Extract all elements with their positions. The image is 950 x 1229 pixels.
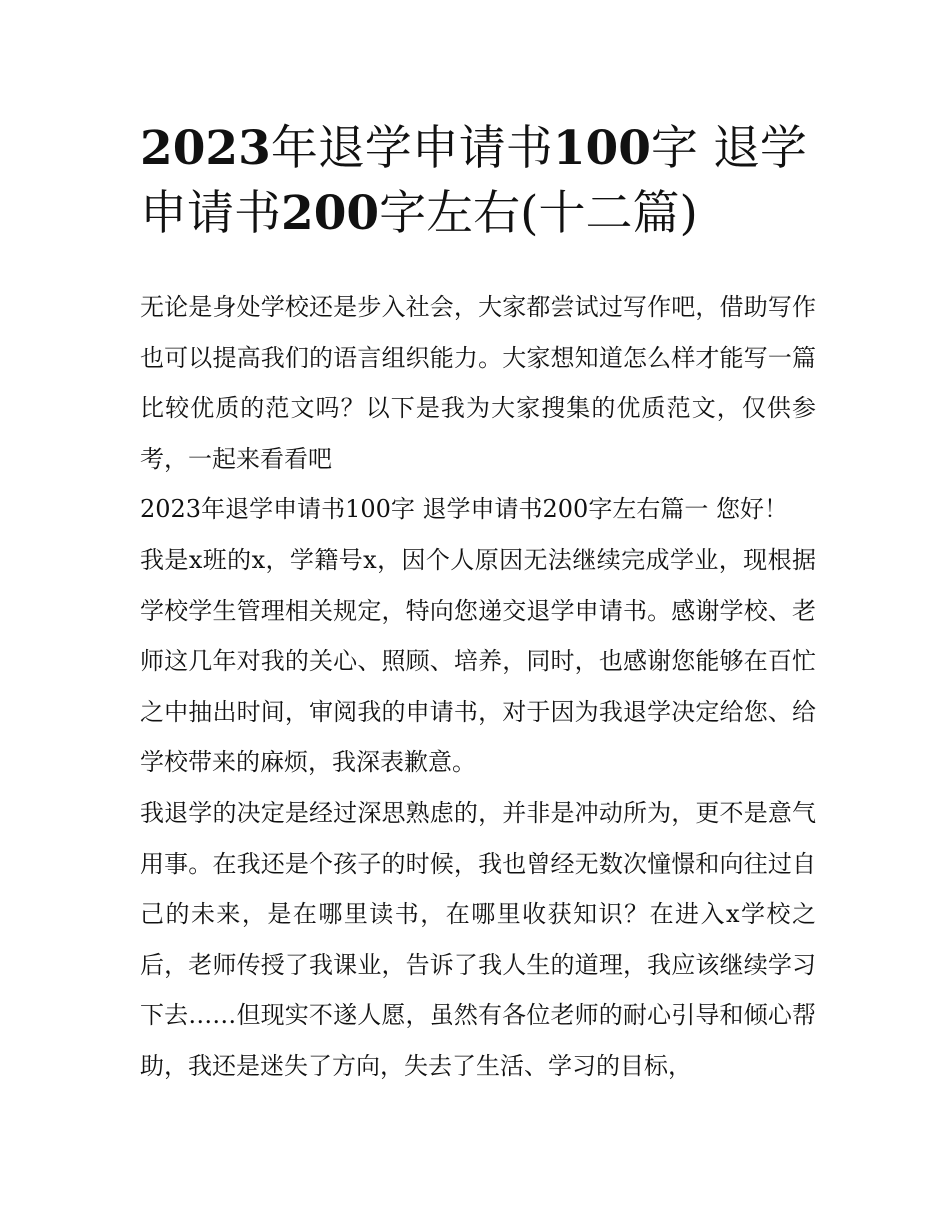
intro-paragraph: 无论是身处学校还是步入社会，大家都尝试过写作吧，借助写作也可以提高我们的语言组织能力。大家想知道怎么样才能写一篇比较优质的范文吗？以下是我为大家搜集的优质范文，仅供参考，一起来看看吧 <box>140 293 816 473</box>
body-paragraph: 我是x班的x，学籍号x，因个人原因无法继续完成学业，现根据学校学生管理相关规定，特向您递交退学申请书。感谢学校、老师这几年对我的关心、照顾、培养，同时，也感谢您能够在百忙之中抽出时间，审阅我的申请书，对于因为我退学决定给您、给学校带来的麻烦，我深表歉意。 <box>140 545 816 777</box>
document-title: 2023年退学申请书100字 退学申请书200字左右(十二篇) <box>140 121 807 241</box>
section-heading-paragraph: 2023年退学申请书100字 退学申请书200字左右篇一 您好！ <box>140 495 788 524</box>
body-paragraph: 我退学的决定是经过深思熟虑的，并非是冲动所为，更不是意气用事。在我还是个孩子的时候，我也曾经无数次憧憬和向往过自己的未来，是在哪里读书，在哪里收获知识？在进入x学校之后，老师传授了我课业，告诉了我人生的道理，我应该继续学习下去……但现实不遂人愿，虽然有各位老师的耐心引导和倾心帮助，我还是迷失了方向，失去了生活、学习的目标， <box>140 798 816 1080</box>
document-body <box>140 282 816 1092</box>
